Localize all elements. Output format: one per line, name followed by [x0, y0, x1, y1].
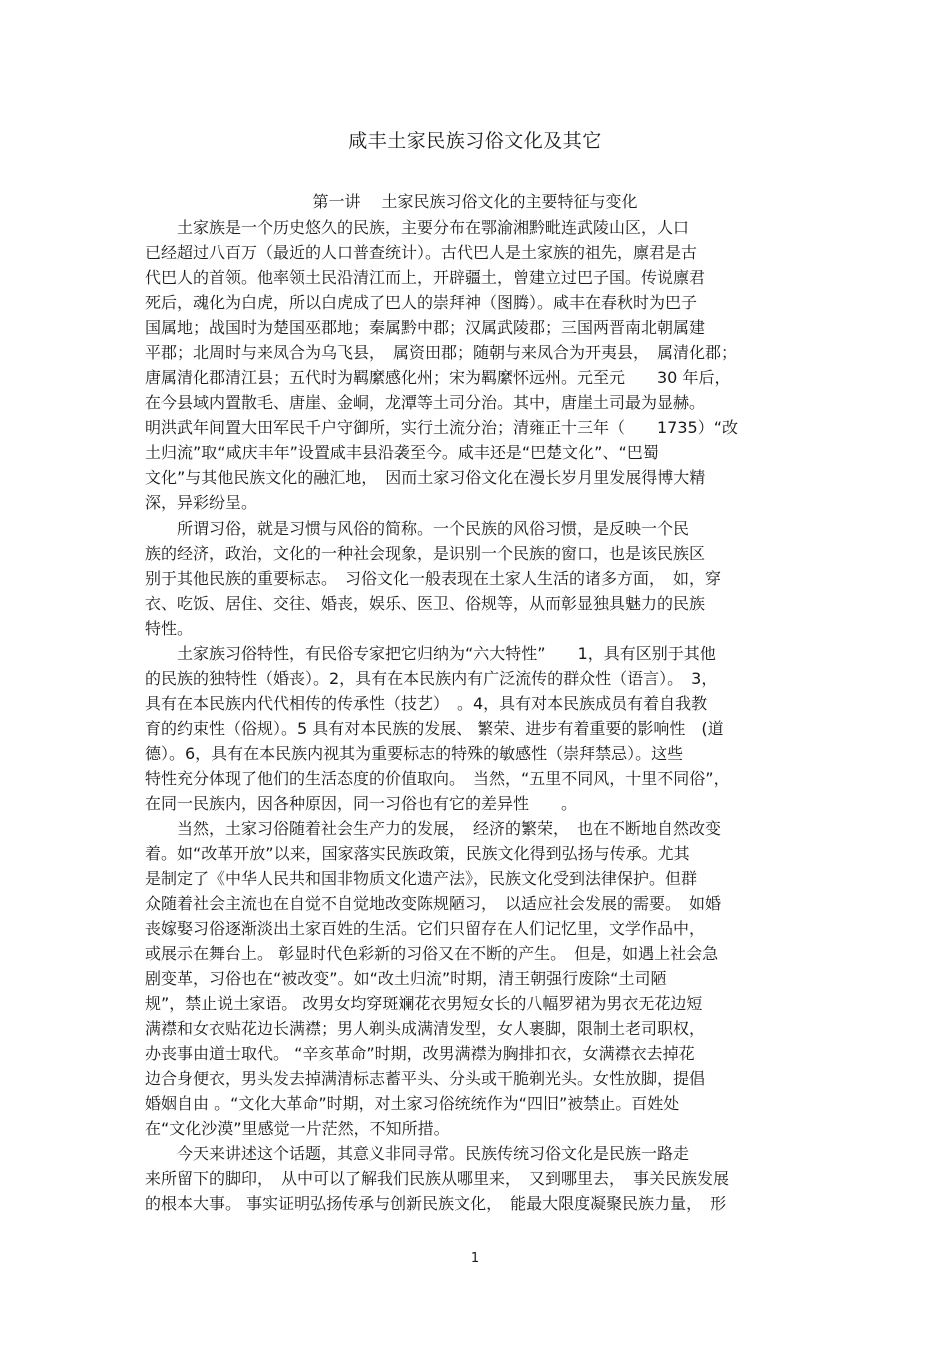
lecture-heading: 第一讲 土家民族习俗文化的主要特征与变化: [312, 192, 638, 211]
text-line: 所谓习俗，就是习惯与风俗的简称。一个民族的风俗习惯，是反映一个民: [145, 519, 690, 538]
text-line: 土归流”取“咸庆丰年”设置咸丰县沿袭至今。咸丰还是“巴楚文化”、“巴蜀: [145, 443, 659, 462]
text-line: 代巴人的首领。他率领土民沿清江而上，开辟疆土，曾建立过巴子国。传说廪君: [145, 268, 706, 287]
text-line: 满襟和女衣贴花边长满襟；男人剃头成满清发型，女人裹脚，限制土老司职权，: [145, 1019, 706, 1038]
text-line: 在“文化沙漠”里感觉一片茫然，不知所措。: [145, 1119, 450, 1138]
text-line: 在今县域内置散毛、唐崖、金峒，龙潭等土司分治。其中，唐崖土司最为显赫。: [145, 393, 706, 412]
text-line: 具有在本民族内代代相传的传承性（技艺） 。4，具有对本民族成员有着自我教: [145, 694, 708, 713]
text-line: 土家族是一个历史悠久的民族，主要分布在鄂渝湘黔毗连武陵山区，人口: [145, 218, 690, 237]
text-line: 是制定了《中华人民共和国非物质文化遗产法》，民族文化受到法律保护。但群: [145, 869, 698, 888]
text-line: 着。如“改革开放”以来，国家落实民族政策，民族文化得到弘扬与传承。尤其: [145, 844, 690, 863]
text-line: 别于其他民族的重要标志。 习俗文化一般表现在土家人生活的诸多方面， 如，穿: [145, 569, 722, 588]
text-line: 婚姻自由 。“文化大革命”时期，对土家习俗统统作为“四旧”被禁止。百姓处: [145, 1094, 680, 1113]
page-number: 1: [470, 1251, 480, 1266]
text-line: 衣、吃饭、居住、交往、婚丧，娱乐、医卫、俗规等，从而彰显独具魅力的民族: [145, 594, 706, 613]
text-line: 育的约束性（俗规）。5 具有对本民族的发展、 繁荣、进步有着重要的影响性 (道: [145, 719, 724, 738]
text-line: 丧嫁娶习俗逐渐淡出土家百姓的生活。它们只留存在人们记忆里，文学作品中，: [145, 919, 706, 938]
text-line: 规”，禁止说土家语。 改男女均穿斑斓花衣男短女长的八幅罗裙为男衣无花边短: [145, 994, 703, 1013]
text-line: 唐属清化郡清江县；五代时为羁縻感化州；宋为羁縻怀远州。元至元 30 年后，: [145, 368, 731, 387]
text-line: 来所留下的脚印， 从中可以了解我们民族从哪里来， 又到哪里去， 事关民族发展: [145, 1169, 730, 1188]
text-line: 国属地；战国时为楚国巫郡地；秦属黔中郡；汉属武陵郡；三国两晋南北朝属建: [145, 318, 706, 337]
text-line: 或展示在舞台上。 彰显时代色彩新的习俗又在不断的产生。 但是，如遇上社会急: [145, 944, 719, 963]
text-line: 已经超过八百万（最近的人口普查统计）。古代巴人是土家族的祖先，廪君是古: [145, 243, 698, 262]
text-line: 死后，魂化为白虎，所以白虎成了巴人的崇拜神（图腾）。咸丰在春秋时为巴子: [145, 293, 698, 312]
text-line: 特性充分体现了他们的生活态度的价值取向。 当然，“五里不同风，十里不同俗”，: [145, 769, 730, 788]
text-line: 的民族的独特性（婚丧）。2，具有在本民族内有广泛流传的群众性（语言）。 3，: [145, 669, 718, 688]
text-line: 德）。6，具有在本民族内视其为重要标志的特殊的敏感性（崇拜禁忌）。这些: [145, 744, 684, 763]
text-line: 办丧事由道士取代。 “辛亥革命”时期，改男满襟为胸排扣衣，女满襟衣去掉花: [145, 1044, 695, 1063]
text-line: 深，异彩纷呈。: [145, 493, 258, 512]
text-line: 在同一民族内，因各种原因，同一习俗也有它的差异性 。: [145, 794, 578, 813]
text-line: 的根本大事。 事实证明弘扬传承与创新民族文化， 能最大限度凝聚民族力量， 形: [145, 1194, 727, 1213]
text-line: 族的经济，政治，文化的一种社会现象，是识别一个民族的窗口，也是该民族区: [145, 544, 706, 563]
text-line: 今天来讲述这个话题，其意义非同寻常。民族传统习俗文化是民族一路走: [145, 1144, 690, 1163]
text-line: 土家族习俗特性，有民俗专家把它归纳为“六大特性” 1，具有区别于其他: [145, 644, 716, 663]
text-line: 平郡；北周时与来凤合为乌飞县， 属资田郡；随朝与来凤合为开夷县， 属清化郡；: [145, 343, 738, 362]
text-line: 剧变革，习俗也在“被改变”。如“改土归流”时期，清王朝强行废除“土司陋: [145, 969, 667, 988]
text-line: 当然，土家习俗随着社会生产力的发展， 经济的繁荣， 也在不断地自然改变: [145, 819, 722, 838]
text-line: 众随着社会主流也在自觉不自觉地改变陈规陋习， 以适应社会发展的需要。 如婚: [145, 894, 722, 913]
text-line: 特性。: [145, 619, 194, 638]
text-line: 文化”与其他民族文化的融汇地， 因而土家习俗文化在漫长岁月里发展得博大精: [145, 468, 706, 487]
text-line: 明洪武年间置大田军民千户守御所，实行土流分治；清雍正十三年（ 1735）“改: [145, 418, 739, 437]
text-line: 边合身便衣，男头发去掉满清标志蓄平头、分头或干脆剃光头。女性放脚，提倡: [145, 1069, 706, 1088]
document-title: 咸丰土家民族习俗文化及其它: [348, 130, 602, 152]
